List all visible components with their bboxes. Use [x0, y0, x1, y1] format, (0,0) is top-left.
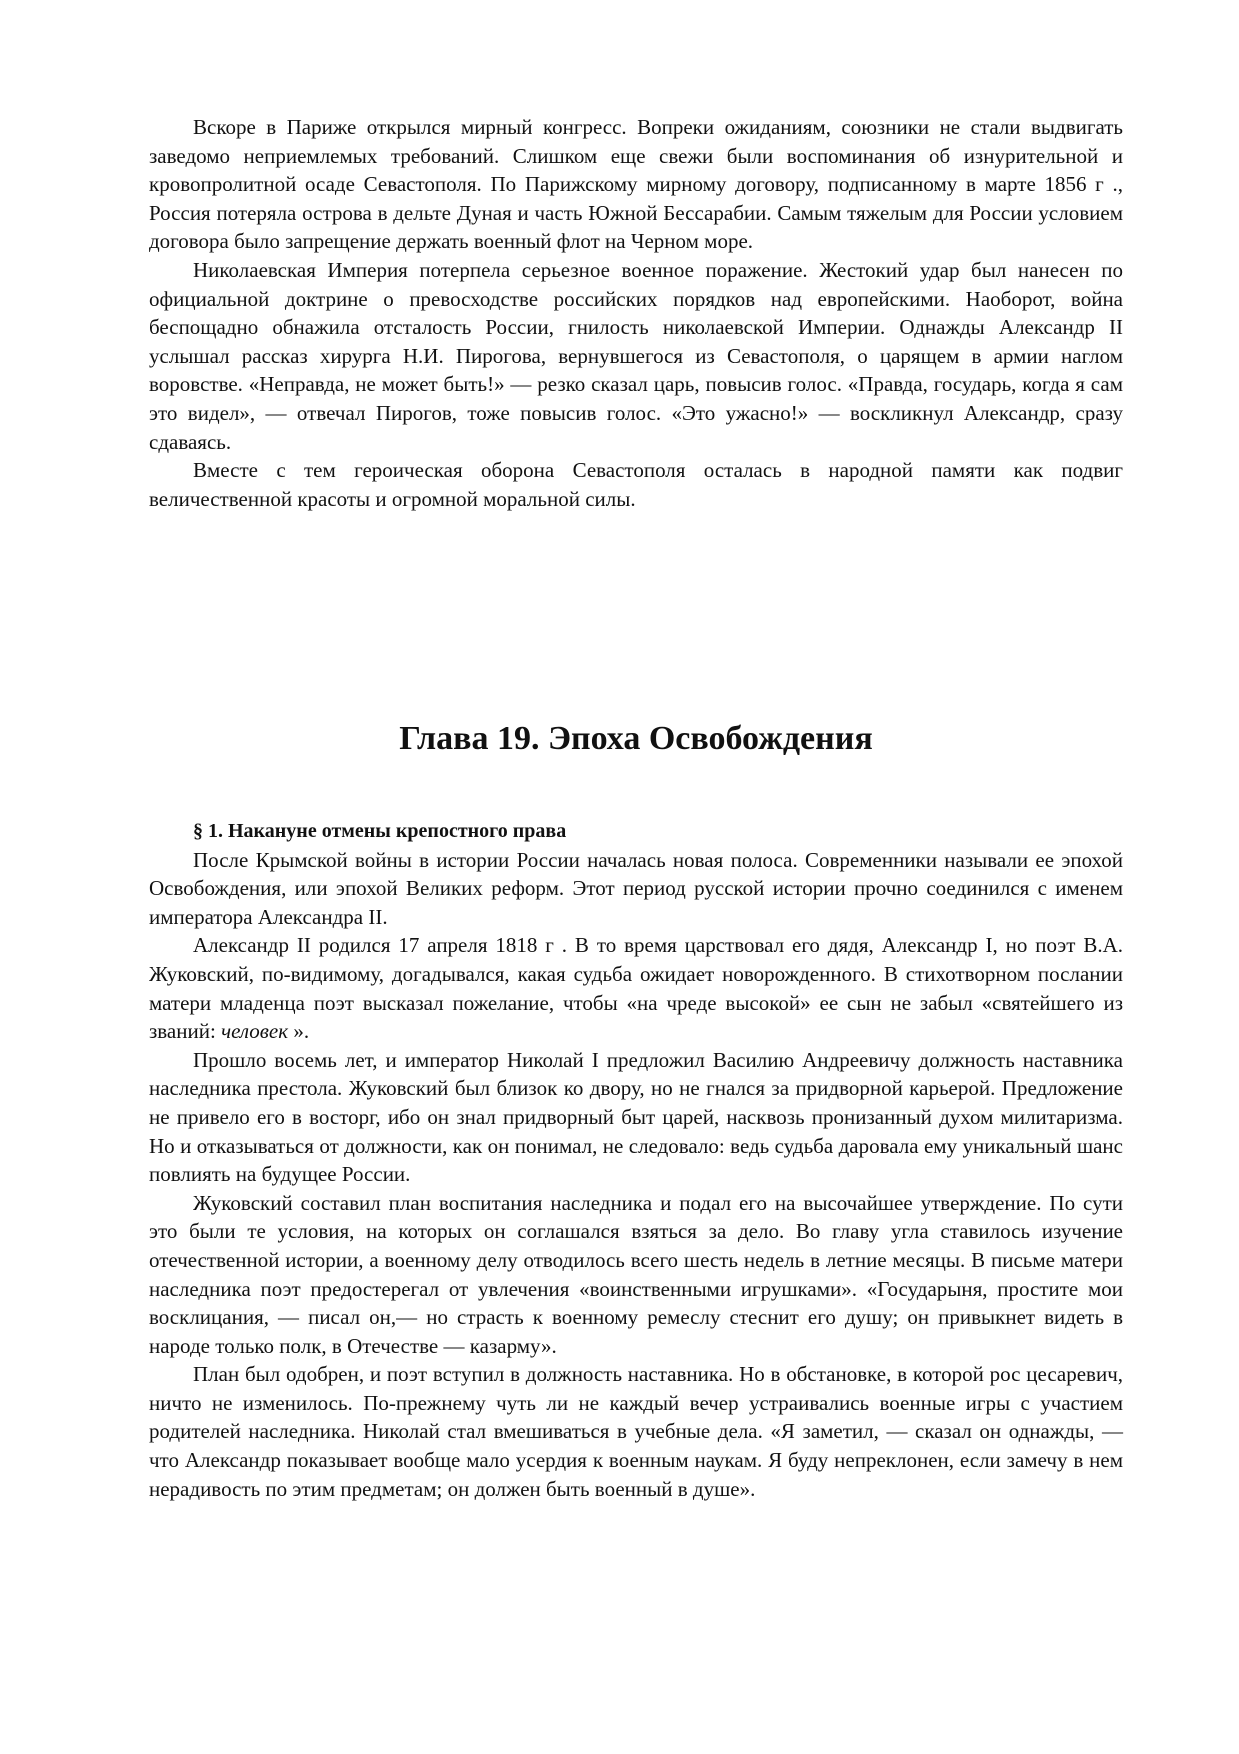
- paragraph-new-era: После Крымской войны в истории России началась новая полоса. Современники называли ее эпохой Освобождения, или эпохой Великих реформ. Этот период русской истории прочно соединился с именем императора Александра II.: [149, 847, 1123, 929]
- paragraph-education-plan: Жуковский составил план воспитания наследника и подал его на высочайшее утверждение. По сути это были те условия, на которых он соглашался взяться за дело. Во главу угла ставилось изучение отечественной истории, а военному делу отводилось всего шесть недель в летние месяцы. В письме матери наследника поэт предостерегал от увлечения «воинственными игрушками». «Государыня, простите мои восклицания, — писал он,— но страсть к военному ремеслу стеснит его душу; он привыкнет видеть в народе только полк, в Отечестве — казарму».: [149, 1190, 1123, 1358]
- chapter-title: Глава 19. Эпоха Освобождения: [399, 720, 873, 757]
- paragraph-sevastopol-defense: Вместе с тем героическая оборона Севастополя осталась в народной памяти как подвиг величественной красоты и огромной моральной силы.: [149, 458, 1123, 511]
- paragraph-zhukovsky-appointment: Прошло восемь лет, и император Николай I предложил Василию Андреевичу должность наставника наследника престола. Жуковский был близок ко двору, но не гнался за придворной карьерой. Предложение не привело его в восторг, ибо он знал придворный быт царей, насквозь пронизанный духом милитаризма. Но и отказываться от должности, как он понимал, не следовало: ведь судьба даровала ему уникальный шанс повлиять на будущее России.: [149, 1047, 1123, 1187]
- paragraph-birth-of-alexander: Александр II родился 17 апреля 1818 г . В то время царствовал его дядя, Александр I, но поэт В.А. Жуковский, по-видимому, догадывался, какая судьба ожидает новорожденного. В стихотворном послании матери младенца поэт высказал пожелание, чтобы «на чреде высокой» ее сын не забыл «святейшего из званий: человек ».: [149, 933, 1123, 1044]
- paragraph-plan-approved: План был одобрен, и поэт вступил в должность наставника. Но в обстановке, в которой рос цесаревич, ничто не изменилось. По-прежнему чуть ли не каждый вечер устраивались военные игры с участием родителей наследника. Николай стал вмешиваться в учебные дела. «Я заметил, — сказал он однажды, — что Александр показывает вообще мало усердия к военным наукам. Я буду непреклонен, если замечу в нем нерадивость по этим предметам; он должен быть военный в душе».: [149, 1362, 1123, 1501]
- section-title: § 1. Накануне отмены крепостного права: [193, 820, 567, 842]
- paragraph-paris-congress: Вскоре в Париже открылся мирный конгресс. Вопреки ожиданиям, союзники не стали выдвигать заведомо неприемлемых требований. Слишком еще свежи были воспоминания об изнурительной и кровопролитной осаде Севастополя. По Парижскому мирному договору, подписанному в марте 1856 г ., Россия потеряла острова в дельте Дуная и часть Южной Бессарабии. Самым тяжелым для России условием договора было запрещение держать военный флот на Черном море.: [149, 115, 1123, 254]
- document-page: [149, 113, 1123, 1503]
- intro-section: [149, 113, 1123, 583]
- paragraph-nicholas-empire: Николаевская Империя потерпела серьезное военное поражение. Жестокий удар был нанесен по официальной доктрине о превосходстве российских порядков над европейскими. Наоборот, война беспощадно обнажила отсталость России, гнилость николаевской Империи. Однажды Александр II услышал рассказ хирурга Н.И. Пирогова, вернувшегося из Севастополя, о царящем в армии наглом воровстве. «Неправда, не может быть!» — резко сказал царь, повысив голос. «Правда, государь, когда я сам это видел», — отвечал Пирогов, тоже повысив голос. «Это ужасно!» — воскликнул Александр, сразу сдаваясь.: [149, 257, 1123, 454]
- emphasis-word: человек: [221, 1019, 289, 1044]
